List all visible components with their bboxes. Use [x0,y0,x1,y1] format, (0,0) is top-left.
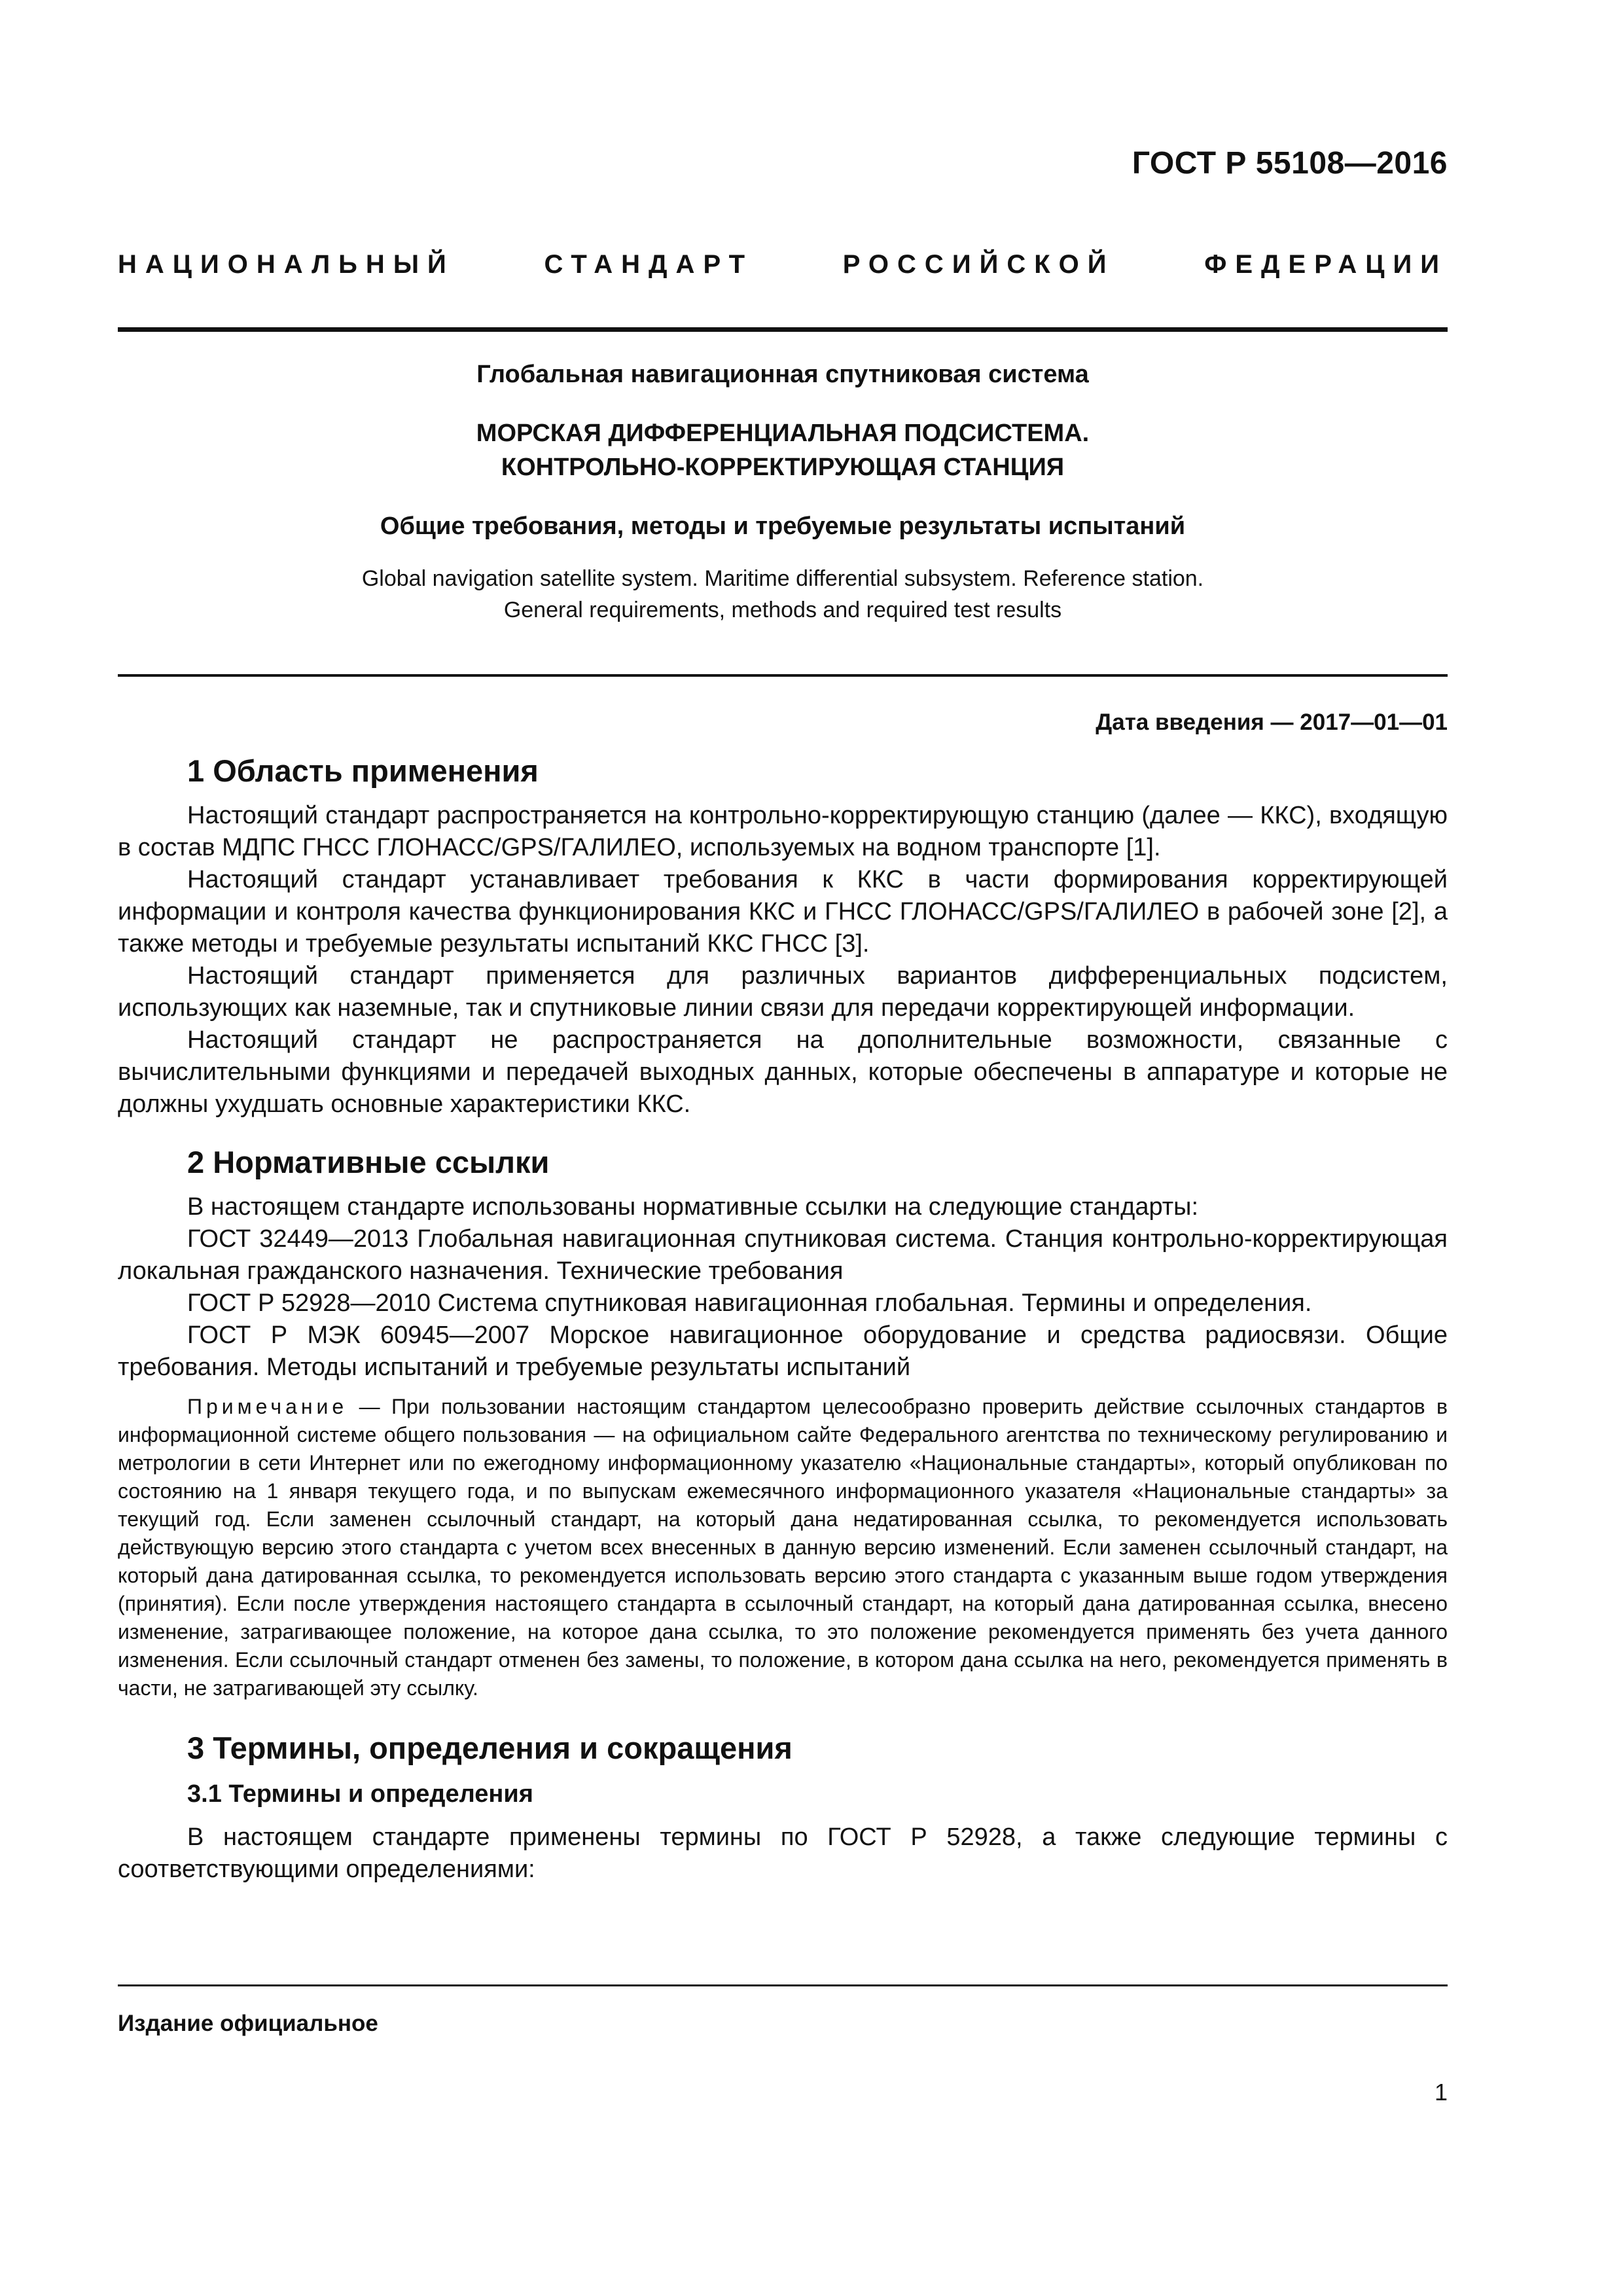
title-line-4: Общие требования, методы и требуемые результаты испытаний [380,512,1186,540]
title-rule [118,674,1448,677]
title-line-2: МОРСКАЯ ДИФФЕРЕНЦИАЛЬНАЯ ПОДСИСТЕМА. [476,420,1090,447]
title-line-3: КОНТРОЛЬНО-КОРРЕКТИРУЮЩАЯ СТАНЦИЯ [501,454,1065,481]
section-1-heading: 1 Область применения [187,753,539,788]
national-standard-banner: НАЦИОНАЛЬНЫЙ СТАНДАРТ РОССИЙСКОЙ ФЕДЕРАЦИИ [118,250,1448,279]
section-1-paragraph: Настоящий стандарт распространяется на контрольно-корректирующую станцию (далее — ККС), входящую в состав МДПС ГНСС ГЛОНАСС/GPS/ГАЛИЛЕО, используемых на водном транспорте [1]. [118,802,1448,861]
note-text: — При пользовании настоящим стандартом целесообразно проверить действие ссылочных стандартов в информационной системе общего пользования — на официальном сайте Федерального агентства по техническому регулированию и метрологии в сети Интернет или по ежегодному информационному указателю «Национальные стандарты», который опубликован по состоянию на 1 января текущего года, и по выпускам ежемесячного информационного указателя «Национальные стандарты» за текущий год. Если заменен ссылочный стандарт, на который дана недатированная ссылка, то рекомендуется использовать действующую версию этого стандарта с учетом всех внесенных в данную версию изменений. Если заменен ссылочный стандарт, на который дана датированная ссылка, то рекомендуется использовать версию этого стандарта с указанным выше годом утверждения (принятия). Если после утверждения настоящего стандарта в ссылочный стандарт, на который дана датированная ссылка, внесено изменение, затрагивающее положение, на которое дана ссылка, то это положение рекомендуется применять без учета данного изменения. Если ссылочный стандарт отменен без замены, то положение, в котором дана ссылка на него, рекомендуется применять в части, не затрагивающей эту ссылку. [118,1395,1448,1700]
title-line-1: Глобальная навигационная спутниковая система [476,361,1089,388]
section-2-reference: ГОСТ Р МЭК 60945—2007 Морское навигационное оборудование и средства радиосвязи. Общие требования. Методы испытаний и требуемые результаты испытаний [118,1321,1448,1381]
section-3-paragraph: В настоящем стандарте применены термины по ГОСТ Р 52928, а также следующие термины с соответствующими определениями: [118,1823,1448,1883]
header-rule [118,327,1448,332]
section-1-paragraph: Настоящий стандарт устанавливает требования к ККС в части формирования корректирующей информации и контроля качества функционирования ККС и ГНСС ГЛОНАСС/GPS/ГАЛИЛЕО в рабочей зоне [2], а также методы и требуемые результаты испытаний ККС ГНСС [3]. [118,866,1448,958]
official-edition-label: Издание официальное [118,2011,378,2036]
section-2-paragraph: В настоящем стандарте использованы нормативные ссылки на следующие стандарты: [187,1193,1199,1221]
section-3-1-heading: 3.1 Термины и определения [187,1780,533,1808]
section-3-heading: 3 Термины, определения и сокращения [187,1731,793,1765]
footer-rule [118,1984,1448,1986]
document-number: ГОСТ Р 55108—2016 [1132,146,1448,181]
title-en-line-2: General requirements, methods and required test results [503,598,1062,622]
section-2-body [118,1191,1448,1702]
section-2-note [118,1393,1448,1702]
introduction-date: Дата введения — 2017—01—01 [1096,709,1448,735]
section-1-body [118,800,1448,1121]
section-2-heading: 2 Нормативные ссылки [187,1145,550,1179]
section-1-paragraph: Настоящий стандарт не распространяется на дополнительные возможности, связанные с вычислительными функциями и передачей выходных данных, которые обеспечены в аппаратуре и которые не должны ухудшать основные характеристики ККС. [118,1026,1448,1118]
section-1-paragraph: Настоящий стандарт применяется для различных вариантов дифференциальных подсистем, использующих как наземные, так и спутниковые линии связи для передачи корректирующей информации. [118,962,1448,1022]
main-content [118,751,1448,1886]
title-en-line-1: Global navigation satellite system. Maritime differential subsystem. Reference station. [361,566,1204,591]
note-label: Примечание [187,1395,348,1418]
page-number: 1 [1434,2079,1448,2106]
section-2-reference: ГОСТ Р 52928—2010 Система спутниковая навигационная глобальная. Термины и определения. [187,1289,1312,1317]
section-2-reference: ГОСТ 32449—2013 Глобальная навигационная спутниковая система. Станция контрольно-корректирующая локальная гражданского назначения. Технические требования [118,1225,1448,1285]
title-block [118,357,1448,626]
